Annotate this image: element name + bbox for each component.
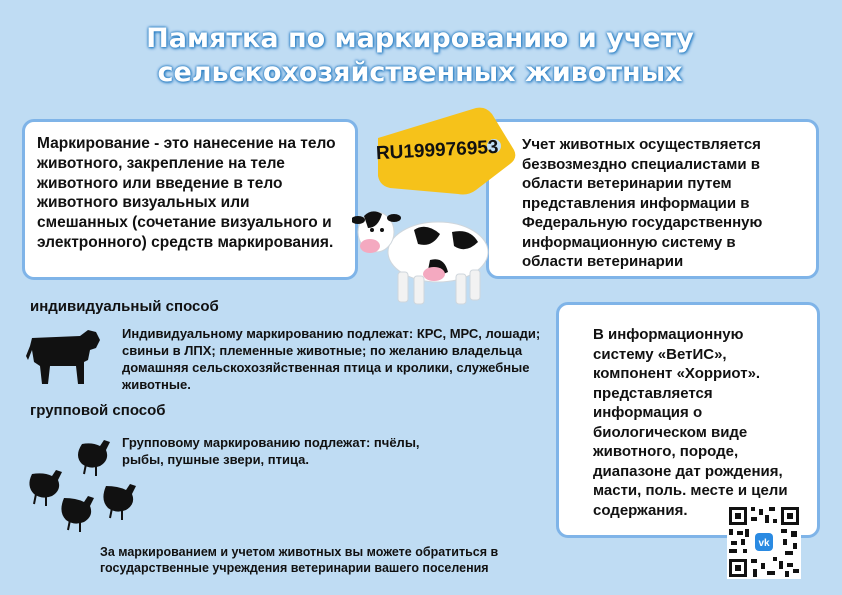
cow-illustration [352, 198, 492, 310]
title-line-2: сельскохозяйственных животных [157, 57, 683, 88]
individual-heading: индивидуальный способ [30, 298, 219, 315]
accounting-text: Учет животных осуществляется безвозмездно специалистами в области ветеринарии путем представления информации в Федеральную государственную информационную систему в области ветеринарии [522, 136, 763, 270]
tag-code: RU199976953 [375, 136, 499, 165]
group-description: Групповому маркированию подлежат: пчёлы, рыбы, пушные звери, птица. [122, 435, 420, 467]
qr-code[interactable] [727, 505, 801, 579]
definition-text: Маркирование - это нанесение на тело животного, закрепление на теле животного или введение в тело животного визуальных или смешанных (сочетание визуального и электронного) средств маркирования. [37, 135, 336, 251]
info-system-text: В информационную систему «ВетИС», компонент «Хорриот». представляется информация о биологическом виде животного, породе, диапазоне дат рождения, масти, поль. месте и цели содержания. [593, 326, 788, 519]
svg-text:vk: vk [758, 538, 770, 549]
page-title [80, 22, 760, 90]
info-system-card [556, 302, 820, 538]
definition-card [22, 119, 358, 280]
title-line-1: Памятка по маркированию и учету [146, 23, 694, 54]
cow-silhouette-icon [26, 326, 104, 386]
contact-note: За маркированием и учетом животных вы можете обратиться в государственные учреждения ветеринарии вашего поселения [100, 545, 499, 575]
individual-description: Индивидуальному маркированию подлежат: КРС, МРС, лошади; свиньи в ЛПХ; племенные животные; по желанию владельца домашняя сельскохозяйственная птица и кролики, служебные животные. [122, 326, 541, 392]
group-heading: групповой способ [30, 402, 166, 419]
accounting-card [486, 119, 819, 279]
